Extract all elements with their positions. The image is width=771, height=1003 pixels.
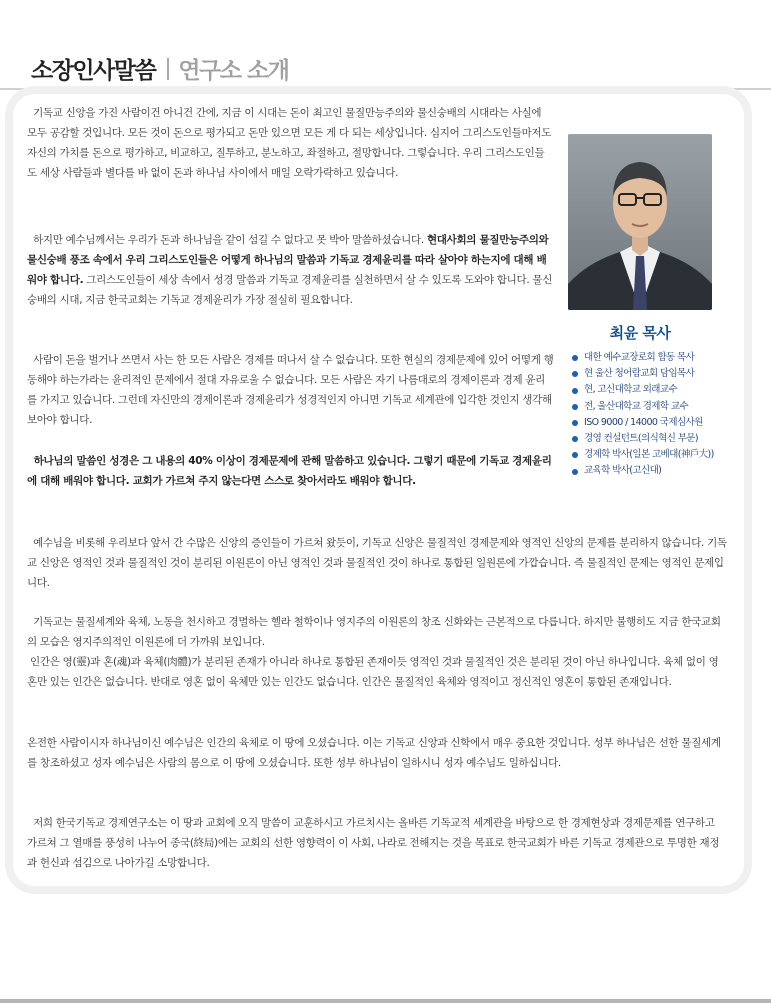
credential-item: 경제학 박사(일본 고베대(神戶大)) (572, 447, 714, 463)
bullet-icon (572, 436, 578, 442)
footer-rule (0, 999, 771, 1003)
paragraph-4: 하나님의 말씀인 성경은 그 내용의 40% 이상이 경제문제에 관해 말씀하고 있습니다. 그렇기 때문에 기독교 경제윤리에 대해 배워야 합니다. 교회가 가르쳐 주지 않는다면 스스로 찾아서라도 배워야 합니다. (27, 455, 552, 487)
pastor-name: 최윤 목사 (609, 324, 671, 342)
bullet-icon (572, 404, 578, 410)
credential-item: 대한 예수교장로회 합동 목사 (572, 350, 714, 366)
page-title: 소장인사말씀 (31, 58, 156, 84)
paragraph-2-emphasis: 현대사회의 물질만능주의와 물신숭배 풍조 속에서 우리 그리스도인들은 어떻게 하나님의 말씀과 기독교 경제윤리를 따라 살아야 하는지에 대해 배워야 합니다. (27, 234, 549, 286)
paragraph-6-lead: 기독교는 물질세계와 육체, 노동을 천시하고 경멸하는 헬라 철학이나 영지주의 이원론의 창조 신화와는 근본적으로 다릅니다. 하지만 불행히도 지금 한국교회의 모습은 영지주의적인 이원론에 더 가까워 보입니다. (27, 616, 721, 648)
paragraph-5: 예수님을 비롯해 우리보다 앞서 간 수많은 신앙의 증인들이 가르쳐 왔듯이, 기독교 신앙은 물질적인 경제문제와 영적인 신앙의 문제를 분리하지 않습니다. 기독교 신앙은 영적인 것과 물질적인 것이 분리된 이원론이 아닌 영적인 것과 물질적인 것이 하나로 통합된 일원론에 가깝습니다. 즉 물질적인 문제는 영적인 문제입니다. (27, 537, 727, 589)
credential-item: 현, 고신대학교 외래교수 (572, 382, 714, 398)
credential-item: 교육학 박사(고신대) (572, 463, 714, 479)
pastor-photo (568, 134, 712, 310)
paragraph-3: 사람이 돈을 벌거나 쓰면서 사는 한 모든 사람은 경제를 떠나서 살 수 없습니다. 또한 현실의 경제문제에 있어 어떻게 행동해야 하는가라는 윤리적인 문제에서 절대 자유로울 수 없습니다. 모든 사람은 자기 나름대로의 경제이론과 경제 윤리를 가지고 있습니다. 그런데 자신만의 경제이론과 경제윤리가 성경적인지 아니면 기독교 세계관에 입각한 것인지 생각해 보아야 합니다. (27, 354, 554, 426)
paragraph-6 (27, 612, 727, 692)
paragraph-7: 온전한 사람이시자 하나님이신 예수님은 인간의 육체로 이 땅에 오셨습니다. 이는 기독교 신앙과 신학에서 매우 중요한 것입니다. 성부 하나님은 선한 물질세계를 창조하셨고 성자 예수님은 사람의 몸으로 이 땅에 오셨습니다. 또한 성부 하나님이 일하시니 성자 예수님도 일하십니다. (27, 737, 721, 769)
bullet-icon (572, 469, 578, 475)
credential-item: 전, 울산대학교 경제학 교수 (572, 399, 714, 415)
credential-item: 경영 컨설턴트(의식혁신 부문) (572, 431, 714, 447)
credential-item: ISO 9000 / 14000 국제심사원 (572, 415, 714, 431)
credential-item: 현 울산 청어람교회 담임목사 (572, 366, 714, 382)
paragraph-6-body: 인간은 영(靈)과 혼(魂)과 육체(肉體)가 분리된 존재가 아니라 하나로 통합된 존재이듯 영적인 것과 물질적인 것은 분리된 것이 아닌 하나입니다. 육체 없이 영혼만 있는 인간은 없습니다. 반대로 영혼 없이 육체만 있는 인간도 없습니다. 인간은 물질적인 육체와 영적이고 정신적인 영혼이 통합된 존재입니다. (27, 656, 719, 688)
paragraph-2 (27, 230, 554, 310)
bullet-icon (572, 371, 578, 377)
portrait-illustration (568, 134, 712, 310)
bullet-icon (572, 452, 578, 458)
paragraph-2-tail: 그리스도인들이 세상 속에서 성경 말씀과 기독교 경제윤리를 실천하면서 살 수 있도록 도와야 합니다. 물신숭배의 시대, 지금 한국교회는 기독교 경제윤리가 가장 절실히 필요합니다. (27, 274, 553, 306)
title-divider (167, 58, 169, 80)
paragraph-2-lead: 하지만 예수님께서는 우리가 돈과 하나님을 같이 섬길 수 없다고 못 박아 말씀하셨습니다. (33, 234, 424, 246)
bullet-icon (572, 388, 578, 394)
paragraph-8: 저희 한국기독교 경제연구소는 이 땅과 교회에 오직 말씀이 교훈하시고 가르치시는 올바른 기독교적 세계관을 바탕으로 한 경제현상과 경제문제를 연구하고 가르쳐 그 열매를 풍성히 나누어 종국(終局)에는 교회의 선한 영향력이 이 사회, 나라로 전해지는 것을 목표로 한국교회가 바른 기독교 경제관으로 투명한 재정과 헌신과 섬김으로 나아가길 소망합니다. (27, 817, 720, 869)
paragraph-1: 기독교 신앙을 가진 사람이건 아니건 간에, 지금 이 시대는 돈이 최고인 물질만능주의와 물신숭배의 시대라는 사실에 모두 공감할 것입니다. 모든 것이 돈으로 평가되고 돈만 있으면 모든 게 다 되는 세상입니다. 심지어 그리스도인들마저도 자신의 가치를 돈으로 평가하고, 비교하고, 질투하고, 분노하고, 좌절하고, 절망합니다. 그렇습니다. 우리 그리스도인들도 세상 사람들과 별다를 바 없이 돈과 하나님 사이에서 매일 오락가락하고 있습니다. (27, 107, 552, 179)
bullet-icon (572, 420, 578, 426)
page-header (31, 52, 288, 86)
bullet-icon (572, 355, 578, 361)
page-subtitle: 연구소 소개 (178, 58, 289, 84)
header-rule (0, 88, 771, 90)
credential-list (572, 350, 714, 480)
